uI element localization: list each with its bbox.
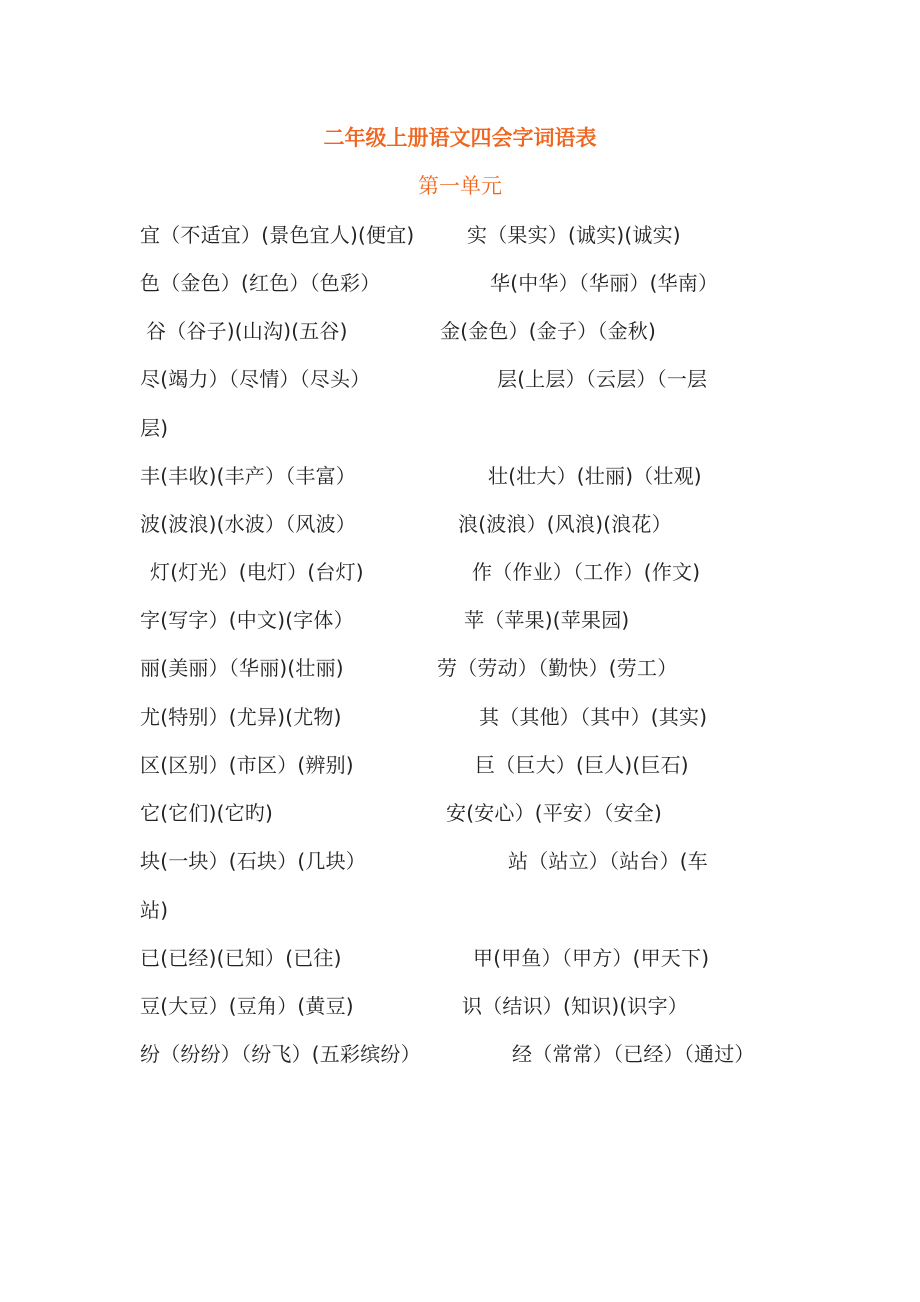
document-title: 二年级上册语文四会字词语表 — [323, 126, 597, 150]
word-group-left: 色（金色）(红色）（色彩） — [140, 271, 381, 295]
word-group-left: 块(一块）(石块）(几块） — [140, 849, 367, 873]
word-group-left: 灯(灯光）(电灯）(台灯) — [150, 560, 364, 584]
word-group-right: 劳（劳动）（勤快）(劳工） — [437, 656, 678, 680]
word-group-left: 豆(大豆）(豆角）(黄豆) — [140, 994, 354, 1018]
word-group-left: 区(区别）(市区）(辨别) — [140, 753, 354, 777]
word-group-right: 站（站立）（站台）(车 — [508, 849, 709, 873]
word-group-right: 作（作业）（工作）(作文) — [472, 560, 701, 584]
word-group-left: 层) — [140, 416, 169, 440]
word-group-left: 站) — [140, 898, 169, 922]
word-group-right: 安(安心）(平安）（安全) — [446, 801, 663, 825]
word-group-right: 其（其他）（其中）(其实) — [479, 705, 708, 729]
word-group-left: 谷（谷子)(山沟)(五谷) — [146, 319, 348, 343]
word-group-right: 苹（苹果)(苹果园) — [464, 608, 630, 632]
word-group-right: 甲(甲鱼）（甲方）(甲天下) — [473, 946, 710, 970]
word-group-right: 实（果实）(诚实)(诚实) — [467, 223, 681, 247]
word-group-left: 波(波浪)(水波）（风波） — [140, 512, 357, 536]
word-group-right: 浪(波浪）(风浪)(浪花） — [458, 512, 672, 536]
word-group-left: 纷（纷纷）（纷飞）(五彩缤纷） — [140, 1042, 421, 1066]
word-group-left: 丽(美丽）（华丽)(壮丽) — [140, 656, 344, 680]
word-group-left: 它(它们)(它旳) — [140, 801, 274, 825]
word-group-left: 丰(丰收)(丰产）（丰富） — [140, 464, 357, 488]
word-group-left: 宜（不适宜）(景色宜人)(便宜) — [140, 223, 415, 247]
word-group-right: 识（结识）(知识)(识字） — [462, 994, 689, 1018]
word-group-left: 已(已经)(已知）(已往) — [140, 946, 342, 970]
unit-title: 第一单元 — [418, 174, 502, 198]
word-group-right: 巨（巨大）(巨人)(巨石) — [475, 753, 689, 777]
word-group-right: 壮(壮大）(壮丽)（壮观) — [488, 464, 702, 488]
word-group-left: 字(写字）(中文)(字体） — [140, 608, 354, 632]
word-group-right: 经（常常）（已经）（通过） — [512, 1042, 755, 1066]
word-group-right: 金(金色）(金子）（金秋) — [440, 319, 657, 343]
word-group-right: 层(上层）（云层）（一层 — [497, 367, 708, 391]
word-group-left: 尤(特别）(尤异)(尤物) — [140, 705, 342, 729]
word-group-right: 华(中华）（华丽）(华南） — [490, 271, 719, 295]
word-group-left: 尽(竭力）（尽情）（尽头） — [140, 367, 371, 391]
